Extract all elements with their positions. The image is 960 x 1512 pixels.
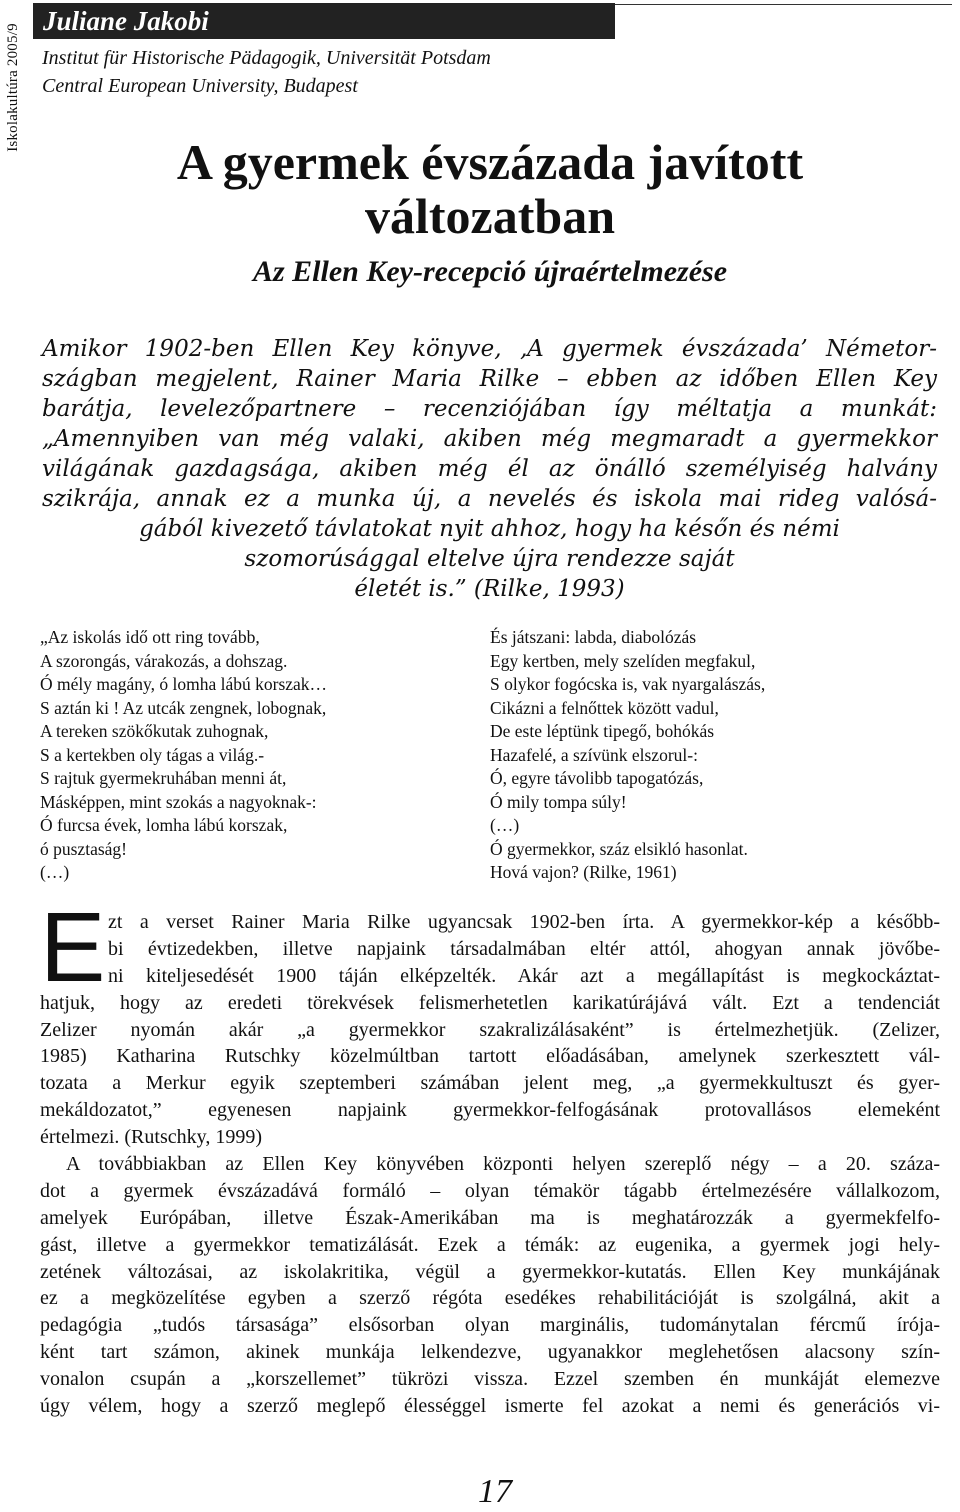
poem-line: S aztán ki ! Az utcák zengnek, lobognak, <box>40 697 327 718</box>
body-line: dot a gyermek évszázadává formáló – olyan témakör tágabb értelmezésére vállalkozom, <box>40 1179 940 1202</box>
header-rule <box>615 4 952 5</box>
abstract-line: barátja, levelezőpartnere – recenziójában így méltatja a munkát: <box>42 396 937 422</box>
poem-line: „Az iskolás idő ott ring tovább, <box>40 627 260 647</box>
body-line: ez a megközelítése egyben a szerző régóta esedékes rehabilitációját is szolgálná, akit a <box>40 1287 940 1310</box>
poem-line: Hová vajon? (Rilke, 1961) <box>490 862 677 882</box>
article-title-line-2: változatban <box>365 188 615 244</box>
poem-line: S olykor fogócska is, vak nyargalászás, <box>490 674 766 694</box>
article-title <box>40 135 940 243</box>
body-line: úgy vélem, hogy a szerző meglepő élességgel ismerte fel azokat a nemi és generációs vi- <box>40 1395 940 1418</box>
poem-left-column <box>40 626 440 885</box>
body-line: zt a verset Rainer Maria Rilke ugyancsak 1902-ben írta. A gyermekkor-kép a később- <box>108 911 940 933</box>
author-name-bar: Juliane Jakobi <box>33 3 615 39</box>
body-line: gást, illetve a gyermekkor tematizálását. Ezek a témák: az eugenika, a gyermek jogi hely- <box>40 1233 940 1256</box>
poem-line: Másképpen, mint szokás a nagyoknak-: <box>40 791 317 812</box>
poem-line: ó pusztaság! <box>40 838 127 859</box>
body-line: bi évtizedekben, illetve napjaink társadalmában eltér attól, ahogyan annak jövőbe- <box>108 937 940 960</box>
affiliation-2: Central European University, Budapest <box>42 75 358 97</box>
body-line: zetének változásai, az iskolakritika, végül a gyermekkor-kutatás. Ellen Key munkájának <box>40 1260 940 1283</box>
body-line: mekáldozatot,” egyenesen napjaink gyermekkor-felfogásának protovallásos elemeként <box>40 1099 940 1122</box>
body-line: értelmezi. (Rutschky, 1999) <box>40 1126 262 1149</box>
poem-line: Ó, egyre távolibb tapogatózás, <box>490 768 704 788</box>
poem-line: S rajtuk gyermekruhában menni át, <box>40 768 287 788</box>
poem-line: (…) <box>40 862 70 882</box>
abstract <box>42 334 937 604</box>
drop-cap: E <box>40 892 106 1002</box>
poem-line: Ó furcsa évek, lomha lábú korszak, <box>40 815 288 835</box>
poem-line: A szorongás, várakozás, a dohszag. <box>40 650 288 671</box>
body-line: 1985) Katharina Rutschky közelmúltban tartott előadásában, amelynek szerkesztett vál- <box>40 1045 940 1068</box>
body-line: hatjuk, hogy az eredeti törekvések felismerhetetlen karikatúrájává vált. Ezt a tendenciát <box>40 991 940 1014</box>
affiliation-1: Institut für Historische Pädagogik, Universität Potsdam <box>42 47 491 69</box>
body-line: ni kiteljesedését 1900 táján elképzelték. Akár azt a megállapítást is megkockáztat- <box>108 964 940 987</box>
poem-line: És játszani: labda, diabolózás <box>490 627 697 647</box>
poem-right-column <box>490 626 930 885</box>
body-line: vonalon csupán a „korszellemet” tükrözi vissza. Ezzel szemben én munkáját elemezve <box>40 1368 940 1391</box>
poem-line: Ó mély magány, ó lomha lábú korszak… <box>40 674 328 694</box>
poem-line: S a kertekben oly tágas a világ.- <box>40 744 265 765</box>
abstract-line: világának gazdagsága, akiben még él az önálló személyiség halvány <box>42 456 937 482</box>
body-line: ként tart számon, akinek munkája lelkendezve, ugyanakkor meglehetősen alacsony szín- <box>40 1341 940 1364</box>
poem-line: Ó mily tompa súly! <box>490 791 627 812</box>
body-line: pedagógia „tudós társasága” elsősorban olyan marginális, tudománytalan fércmű írója- <box>40 1314 940 1337</box>
abstract-line: gából kivezető távlatokat nyit ahhoz, hogy ha későn és némi <box>139 516 840 542</box>
poem-line: Egy kertben, mely szelíden megfakul, <box>490 650 756 671</box>
abstract-line: szágban megjelent, Rainer Maria Rilke – ebben az időben Ellen Key <box>42 366 937 392</box>
article-subtitle: Az Ellen Key-recepció újraértelmezése <box>252 255 728 288</box>
journal-side-label-text: Iskolakultúra 2005/9 <box>4 23 21 152</box>
abstract-line: Amikor 1902-ben Ellen Key könyve, ‚A gyermek évszázada’ Németor- <box>42 336 937 362</box>
body-line: A továbbiakban az Ellen Key könyvében központi helyen szereplő négy – a 20. száza- <box>66 1153 940 1176</box>
article-title-line-1: A gyermek évszázada javított <box>176 134 804 190</box>
body-text <box>40 909 940 1420</box>
poem-line: Ó gyermekkor, száz elsikló hasonlat. <box>490 838 748 859</box>
body-line: tozata a Merkur egyik szeptemberi számában jelent meg, „a gyermekkultuszt és gyer- <box>40 1072 940 1095</box>
poem-line: A tereken szökőkutak zuhognak, <box>40 721 269 741</box>
poem-line: De este léptünk tipegő, bohókás <box>490 721 715 741</box>
abstract-line: szomorúsággal eltelve újra rendezze saját <box>244 546 735 572</box>
poem-line: Hazafelé, a szívünk elszorul-: <box>490 744 698 765</box>
journal-side-label <box>0 0 26 175</box>
body-line: Zelizer nyomán akár „a gyermekkor szakralizálásaként” is értelmezhetjük. (Zelizer, <box>40 1018 940 1041</box>
poem-line: Cikázni a felnőttek között vadul, <box>490 697 719 718</box>
poem-line: (…) <box>490 815 520 835</box>
abstract-line: életét is.” (Rilke, 1993) <box>354 576 625 602</box>
body-line: amelyek Európában, illetve Észak-Amerikában ma is meghatározzák a gyermekfelfo- <box>40 1206 940 1229</box>
abstract-line: „Amennyiben van még valaki, akiben még megmaradt a gyermekkor <box>42 426 937 452</box>
page-number: 17 <box>478 1473 512 1510</box>
abstract-line: szikrája, annak ez a munka új, a nevelés és iskola mai rideg valósá- <box>42 486 937 512</box>
